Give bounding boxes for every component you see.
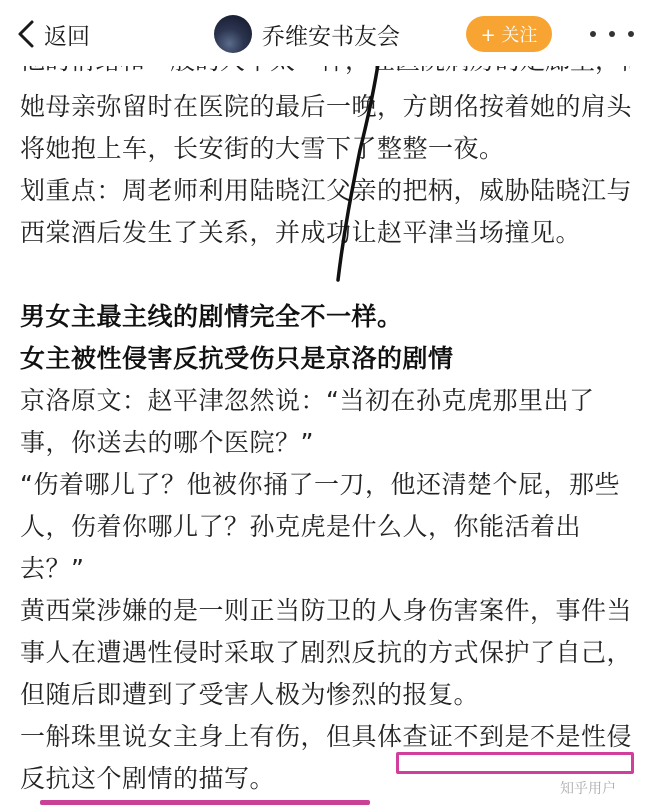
paragraph-8: 一斛珠里说女主身上有伤，但具体查证不到是不是性侵反抗这个剧情的描写。 [20,722,633,793]
author-name[interactable]: 乔维安书友会 [262,23,400,50]
author-info[interactable] [214,14,400,54]
paragraph-2: 划重点：周老师利用陆晓江父亲的把柄，威胁陆晓江与西棠酒后发生了关系，并成功让赵平津当场撞见。 [20,176,633,247]
back-button[interactable] [14,14,90,54]
dot [609,31,615,37]
paragraph-5: 京洛原文：赵平津忽然说：“当初在孙克虎那里出了事，你送去的哪个医院？” [20,386,595,457]
paragraph-4: 女主被性侵害反抗受伤只是京洛的剧情 [20,344,454,373]
top-nav-bar [0,0,650,66]
follow-button[interactable]: + 关注 [466,16,552,52]
highlight-box [396,752,634,774]
paragraph-6: “伤着哪儿了？他被你捅了一刀，他还清楚个屁，那些人，伤着你哪儿了？孙克虎是什么人，你能活着出去？” [20,470,620,583]
watermark: 知乎用户 [560,781,616,797]
more-dots-icon[interactable] [590,22,634,46]
paragraph-7: 黄西棠涉嫌的是一则正当防卫的人身伤害案件，事件当事人在遭遇性侵时采取了剧烈反抗的方式保护了自己，但随后即遭到了受害人极为惨烈的报复。 [20,596,633,709]
dot [628,31,634,37]
chevron-left-icon [14,19,40,49]
paragraph-3: 男女主最主线的剧情完全不一样。 [20,302,403,331]
highlight-underline [40,800,370,805]
back-label: 返回 [44,23,90,50]
dot [590,31,596,37]
paragraph-1: 她母亲弥留时在医院的最后一晚，方朗佲按着她的肩头将她抱上车，长安街的大雪下了整整一夜。 [20,92,633,163]
avatar[interactable] [214,15,252,53]
